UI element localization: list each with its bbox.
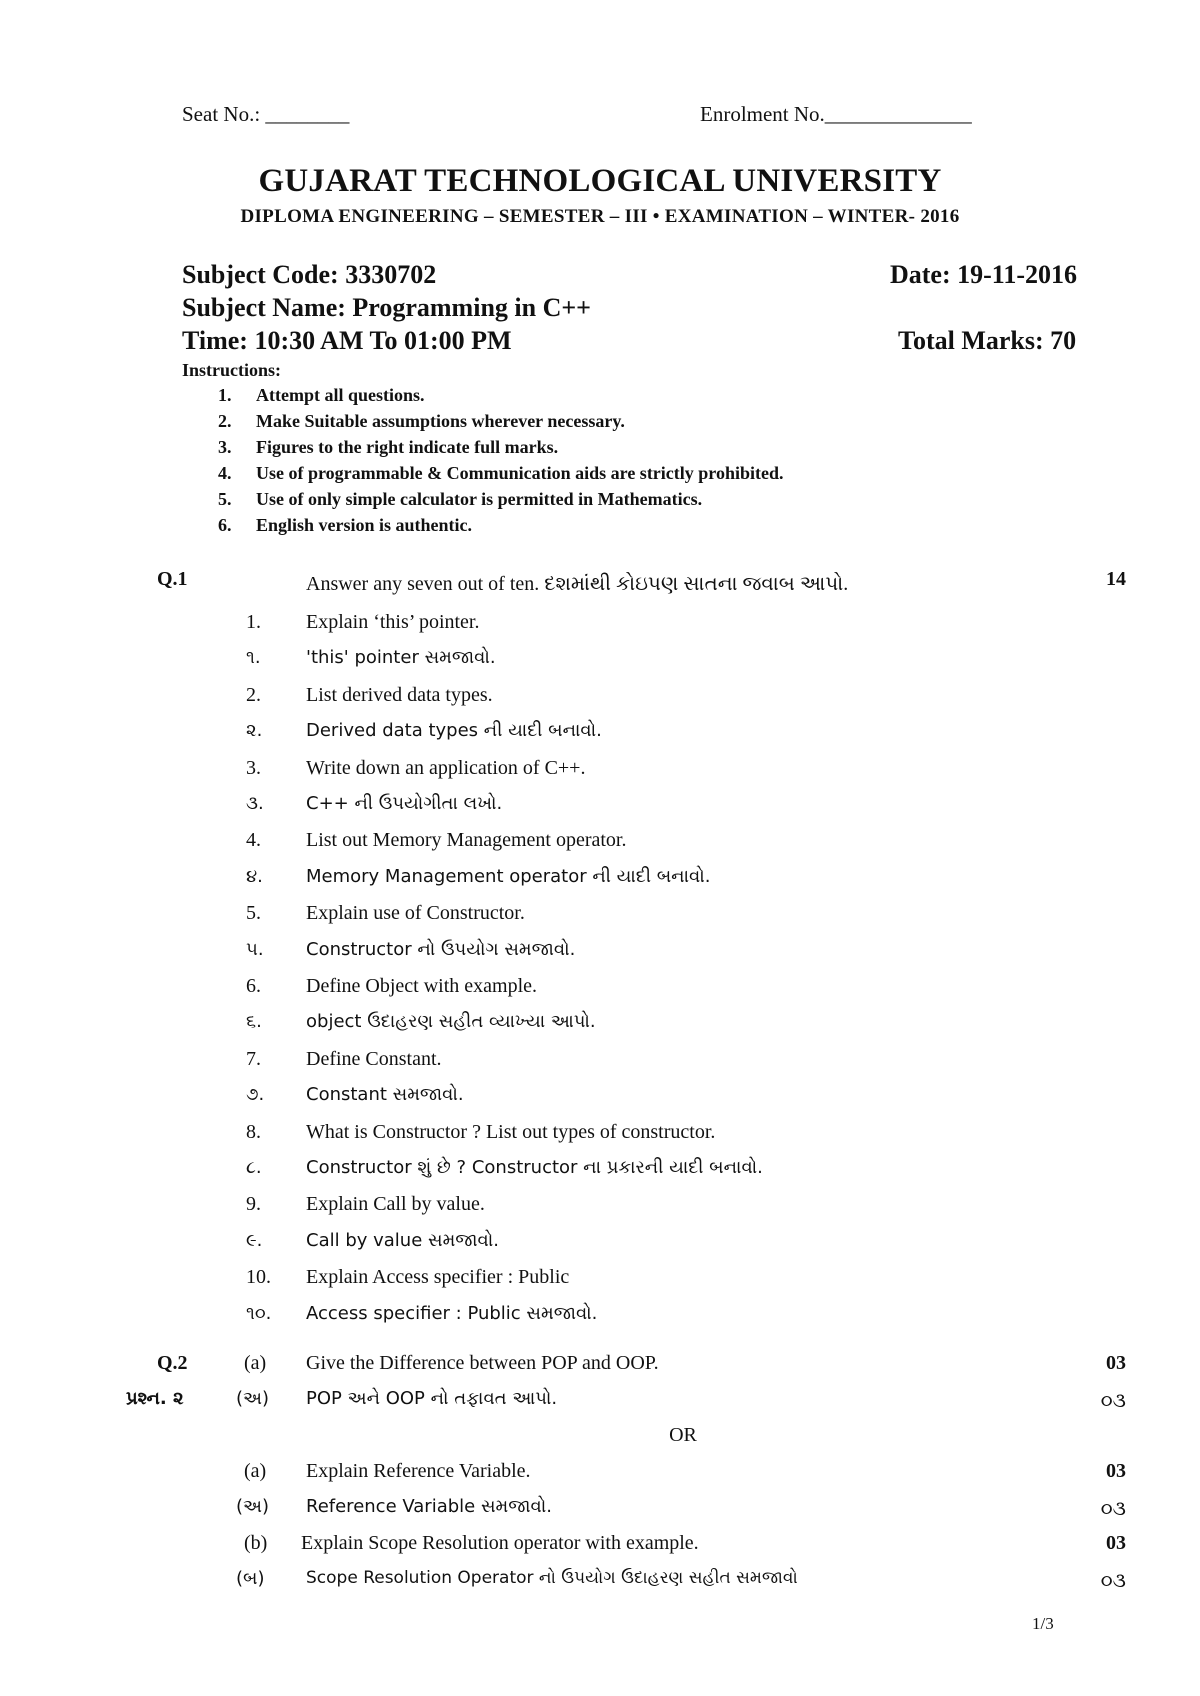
instruction-number: 3. bbox=[218, 437, 232, 457]
q2-a2-label: (a) bbox=[244, 1460, 267, 1482]
q1-item-number: ૫. bbox=[246, 939, 264, 960]
q1-item-number: 8. bbox=[246, 1121, 261, 1143]
q1-item-text: What is Constructor ? List out types of constructor. bbox=[306, 1121, 716, 1143]
instruction-text: Make Suitable assumptions wherever necessary. bbox=[256, 411, 625, 431]
instruction-number: 2. bbox=[218, 411, 232, 431]
q1-item-number: ૮. bbox=[246, 1157, 262, 1178]
instruction-item bbox=[218, 486, 783, 512]
q1-item-text: List derived data types. bbox=[306, 684, 493, 706]
q2-label: Q.2 bbox=[157, 1352, 188, 1374]
q2-a2-marks: 03 bbox=[1106, 1460, 1126, 1482]
total-marks: Total Marks: 70 bbox=[898, 326, 1077, 355]
instructions-list bbox=[218, 382, 783, 538]
q2-a-label: (a) bbox=[244, 1352, 267, 1374]
instruction-number: 5. bbox=[218, 489, 232, 509]
exam-line: DIPLOMA ENGINEERING – SEMESTER – III • EXAMINATION – WINTER- 2016 bbox=[240, 206, 960, 227]
q1-item-number: 2. bbox=[246, 684, 261, 706]
instruction-text: Use of only simple calculator is permitted in Mathematics. bbox=[256, 489, 703, 509]
q1-item-number: ૭. bbox=[246, 1084, 265, 1105]
page-number: 1/3 bbox=[1032, 1614, 1054, 1633]
q2-b-text-gujarati: Scope Resolution Operator નો ઉપયોગ ઉદાહરણ સહીત સમજાવો bbox=[306, 1568, 798, 1588]
q2-b-text: Explain Scope Resolution operator with example. bbox=[301, 1532, 699, 1554]
exam-time: Time: 10:30 AM To 01:00 PM bbox=[182, 326, 512, 355]
instruction-number: 6. bbox=[218, 515, 232, 535]
q1-item-text: Constructor શું છે ? Constructor ના પ્રકારની યાદી બનાવો. bbox=[306, 1157, 763, 1178]
instruction-item bbox=[218, 382, 783, 408]
q2-a-marks: 03 bbox=[1106, 1352, 1126, 1374]
q2-label-gujarati: પ્રશ્ન. ૨ bbox=[126, 1388, 184, 1409]
q2-a2-text: Explain Reference Variable. bbox=[306, 1460, 531, 1482]
q2-a-text: Give the Difference between POP and OOP. bbox=[306, 1352, 659, 1374]
q1-item-number: 7. bbox=[246, 1048, 261, 1070]
subject-code: Subject Code: 3330702 bbox=[182, 260, 437, 289]
q1-item-number: 9. bbox=[246, 1193, 261, 1215]
q1-item-number: ૩. bbox=[246, 793, 264, 814]
q1-item-text: Define Constant. bbox=[306, 1048, 442, 1070]
q1-item-number: ૧૦. bbox=[246, 1303, 272, 1324]
q2-b-label-gujarati: (બ) bbox=[236, 1568, 265, 1589]
q2-a-text-gujarati: POP અને OOP નો તફાવત આપો. bbox=[306, 1388, 558, 1409]
q2-b-marks: 03 bbox=[1106, 1532, 1126, 1554]
q2-b-label: (b) bbox=[244, 1532, 268, 1554]
q1-marks: 14 bbox=[1106, 568, 1126, 590]
instruction-text: Use of programmable & Communication aids are strictly prohibited. bbox=[256, 463, 784, 483]
subject-name: Subject Name: Programming in C++ bbox=[182, 293, 591, 322]
q1-item-number: 3. bbox=[246, 757, 261, 779]
instruction-item bbox=[218, 512, 783, 538]
q2-a2-text-gujarati: Reference Variable સમજાવો. bbox=[306, 1496, 552, 1517]
q1-item-text: Constant સમજાવો. bbox=[306, 1084, 464, 1105]
q1-item-text: Derived data types ની યાદી બનાવો. bbox=[306, 720, 602, 741]
exam-date: Date: 19-11-2016 bbox=[890, 260, 1078, 289]
q1-item-text: Constructor નો ઉપયોગ સમજાવો. bbox=[306, 939, 576, 960]
q1-item-number: ૬. bbox=[246, 1011, 262, 1032]
q1-item-text: Define Object with example. bbox=[306, 975, 538, 997]
q1-item-number: ૪. bbox=[246, 866, 263, 887]
q1-item-text: Explain use of Constructor. bbox=[306, 902, 525, 924]
q1-label: Q.1 bbox=[157, 568, 188, 590]
q1-item-number: ૧. bbox=[246, 647, 261, 668]
instruction-item bbox=[218, 408, 783, 434]
instruction-item bbox=[218, 460, 783, 486]
q1-item-text: C++ ની ઉપયોગીતા લખો. bbox=[306, 793, 503, 814]
q1-item-number: ૯. bbox=[246, 1230, 263, 1251]
q1-item-number: ૨. bbox=[246, 720, 263, 741]
enrolment-number-label: Enrolment No.______________ bbox=[700, 102, 972, 126]
q1-item-text: Explain Call by value. bbox=[306, 1193, 485, 1215]
q1-item-text: object ઉદાહરણ સહીત વ્યાખ્યા આપો. bbox=[306, 1011, 596, 1032]
instruction-text: Figures to the right indicate full marks. bbox=[256, 437, 559, 457]
q1-item-text: 'this' pointer સમજાવો. bbox=[306, 647, 496, 668]
q1-item-text: Explain Access specifier : Public bbox=[306, 1266, 570, 1288]
q1-item-number: 5. bbox=[246, 902, 261, 924]
q2-a2-marks-gujarati: ૦૩ bbox=[1100, 1496, 1126, 1520]
instruction-text: English version is authentic. bbox=[256, 515, 473, 535]
q1-item-number: 1. bbox=[246, 611, 261, 633]
q2-b-marks-gujarati: ૦૩ bbox=[1100, 1568, 1126, 1592]
or-separator: OR bbox=[669, 1424, 697, 1446]
q1-item-number: 4. bbox=[246, 829, 261, 851]
instruction-item bbox=[218, 434, 783, 460]
instruction-text: Attempt all questions. bbox=[256, 385, 425, 405]
q1-item-text: Call by value સમજાવો. bbox=[306, 1230, 499, 1251]
q2-a-marks-gujarati: ૦૩ bbox=[1100, 1388, 1126, 1412]
q1-item-text: List out Memory Management operator. bbox=[306, 829, 627, 851]
q2-a-label-gujarati: (અ) bbox=[236, 1388, 270, 1409]
q1-item-text: Memory Management operator ની યાદી બનાવો. bbox=[306, 866, 711, 887]
university-title: GUJARAT TECHNOLOGICAL UNIVERSITY bbox=[258, 163, 942, 199]
q1-item-text: Access specifier : Public સમજાવો. bbox=[306, 1303, 598, 1324]
q1-item-number: 6. bbox=[246, 975, 261, 997]
q1-item-text: Write down an application of C++. bbox=[306, 757, 586, 779]
q1-instruction: Answer any seven out of ten. દશમાંથી કોઇપણ સાતના જવાબ આપો. bbox=[306, 573, 849, 595]
instructions-heading: Instructions: bbox=[182, 360, 282, 380]
instruction-number: 4. bbox=[218, 463, 232, 483]
instruction-number: 1. bbox=[218, 385, 232, 405]
q1-item-text: Explain ‘this’ pointer. bbox=[306, 611, 480, 633]
q2-a2-label-gujarati: (અ) bbox=[236, 1496, 270, 1517]
seat-number-label: Seat No.: ________ bbox=[182, 102, 350, 126]
q1-item-number: 10. bbox=[246, 1266, 271, 1288]
